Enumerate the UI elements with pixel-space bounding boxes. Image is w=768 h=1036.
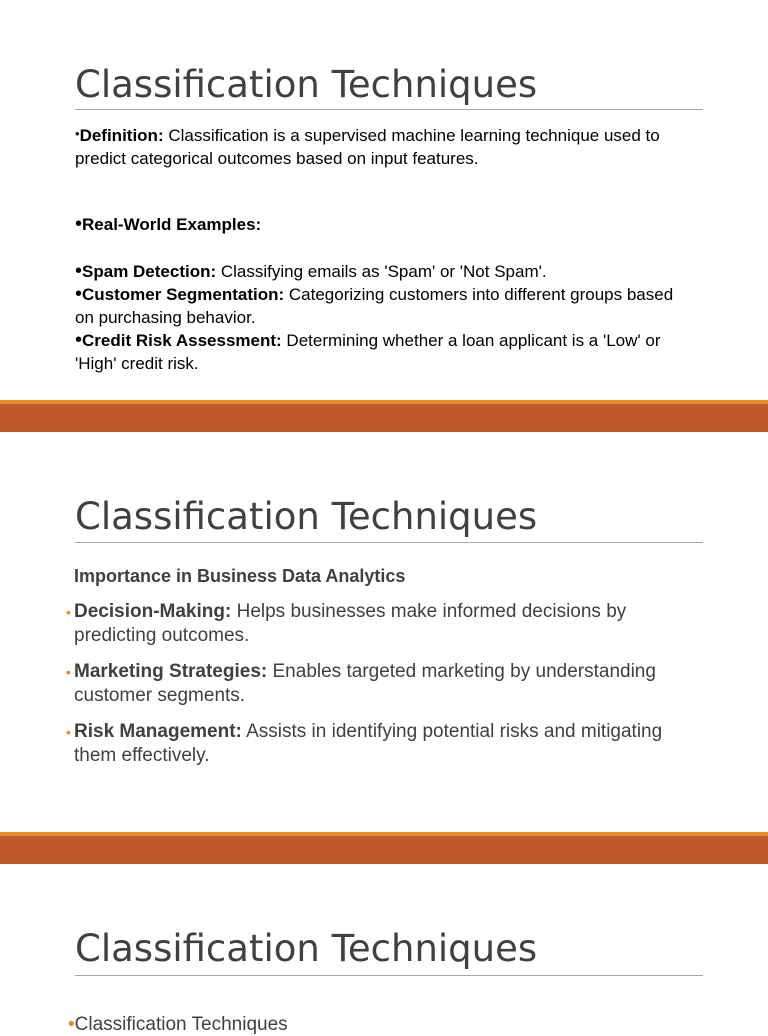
item-label: Risk Management:: [74, 721, 242, 742]
bullet: •: [75, 126, 80, 141]
slide-2-title-rule: [75, 542, 703, 543]
definition-label: Definition:: [79, 126, 164, 145]
examples-label: Real-World Examples:: [82, 215, 262, 234]
examples-heading: [75, 213, 695, 236]
slide-divider-band: [0, 400, 768, 432]
slide-1-title: Classification Techniques: [75, 63, 538, 106]
example-text: Determining whether a loan applicant is a 'Low' or 'High' credit risk.: [75, 331, 661, 373]
slide-3-title-rule: [75, 975, 703, 976]
slide-1-title-rule: [75, 109, 703, 110]
slide-3-title: Classification Techniques: [75, 927, 538, 970]
item-text: Enables targeted marketing by understanding customer segments.: [74, 661, 656, 706]
bullet: •: [75, 213, 83, 235]
example-text: Categorizing customers into different groups based on purchasing behavior.: [75, 285, 674, 327]
slide-divider-band: [0, 832, 768, 864]
slide-3-partial-text: [68, 1014, 288, 1036]
bullet: •: [75, 329, 83, 351]
band-fill: [0, 404, 768, 432]
slide-3: [0, 864, 768, 1024]
definition-paragraph: [75, 122, 695, 170]
list-item: [66, 660, 684, 708]
partial-text: Classification Techniques: [74, 1014, 288, 1035]
definition-text: Classification is a supervised machine learning technique used to predict categorical outcomes based on input features.: [75, 126, 660, 168]
slide-1: [0, 0, 768, 400]
list-item: [75, 260, 695, 283]
bullet: •: [66, 604, 71, 620]
bullet: •: [68, 1014, 75, 1035]
example-label: Spam Detection:: [82, 262, 217, 281]
example-label: Customer Segmentation:: [82, 285, 285, 304]
list-item: [75, 283, 695, 329]
example-label: Credit Risk Assessment:: [82, 331, 282, 350]
example-list: [75, 260, 695, 375]
item-label: Marketing Strategies:: [74, 661, 268, 682]
slide-2-title: Classification Techniques: [75, 495, 538, 538]
bullet: •: [75, 283, 83, 305]
band-fill: [0, 836, 768, 864]
list-item: [66, 600, 684, 648]
slide-2-subtitle: Importance in Business Data Analytics: [74, 566, 406, 586]
bullet: •: [66, 664, 71, 680]
list-item: [66, 720, 684, 768]
item-label: Decision-Making:: [74, 601, 232, 622]
item-text: Assists in identifying potential risks and mitigating them effectively.: [74, 721, 663, 766]
bullet: •: [75, 260, 83, 282]
slide-2: [0, 432, 768, 832]
list-item: [75, 329, 695, 375]
item-text: Helps businesses make informed decisions by predicting outcomes.: [74, 601, 627, 646]
bullet: •: [66, 724, 71, 740]
example-text: Classifying emails as 'Spam' or 'Not Spam'.: [216, 262, 547, 281]
